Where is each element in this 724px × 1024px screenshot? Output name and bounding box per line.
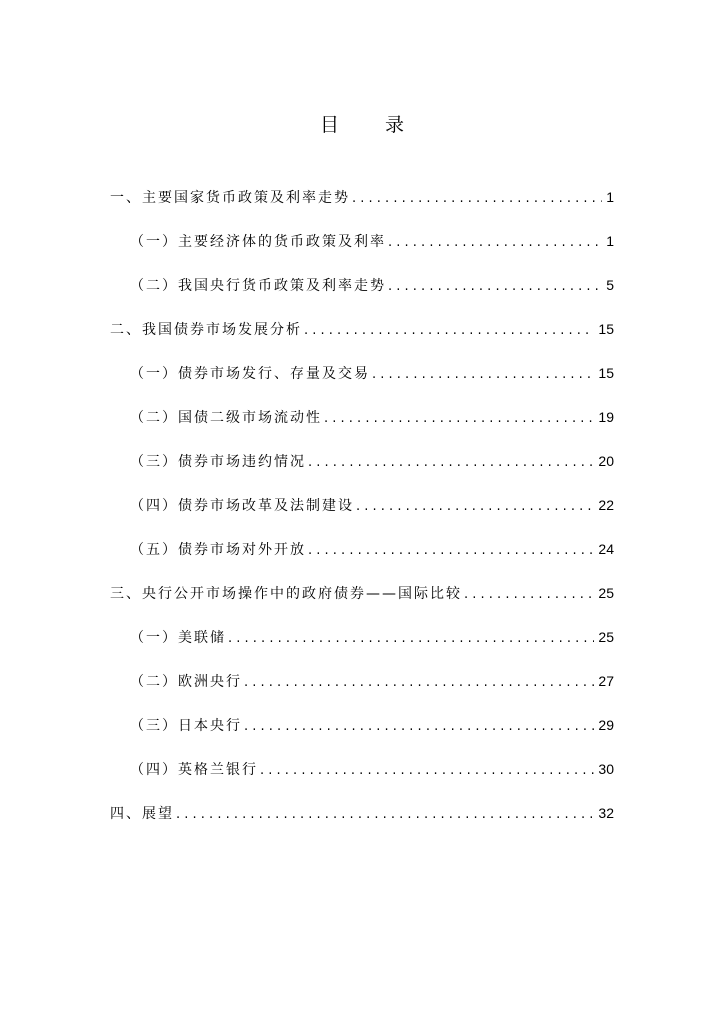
toc-entry-text: （二）欧洲央行 <box>130 674 242 690</box>
toc-dot-leader <box>228 628 594 650</box>
toc-dot-leader <box>352 188 602 210</box>
toc-dot-leader <box>356 496 594 518</box>
toc-entry[interactable] <box>110 362 614 406</box>
toc-entry-text: （一）债券市场发行、存量及交易 <box>130 366 370 382</box>
toc-dot-leader <box>304 320 594 342</box>
toc-dot-leader <box>244 672 594 694</box>
toc-entry[interactable] <box>110 758 614 802</box>
toc-entry-text: （一）主要经济体的货币政策及利率 <box>130 234 386 250</box>
toc-entry[interactable] <box>110 450 614 494</box>
toc-entry-text: 一、主要国家货币政策及利率走势 <box>110 190 350 206</box>
toc-entry[interactable] <box>110 318 614 362</box>
toc-page-number: 24 <box>598 541 614 557</box>
toc-page-number: 5 <box>606 277 614 293</box>
toc-page-number: 15 <box>598 365 614 381</box>
toc-dot-leader <box>388 276 602 298</box>
toc-page-number: 27 <box>598 673 614 689</box>
toc-entry[interactable] <box>110 802 614 846</box>
toc-page-number: 32 <box>598 805 614 821</box>
toc-entry[interactable] <box>110 626 614 670</box>
toc-dot-leader <box>388 232 602 254</box>
toc-page-number: 19 <box>598 409 614 425</box>
toc-entry[interactable] <box>110 274 614 318</box>
toc-entry-text: 三、央行公开市场操作中的政府债券——国际比较 <box>110 586 462 602</box>
toc-dot-leader <box>324 408 594 430</box>
toc-entry[interactable] <box>110 538 614 582</box>
toc-page-number: 29 <box>598 717 614 733</box>
toc-entry[interactable] <box>110 670 614 714</box>
toc-entry[interactable] <box>110 714 614 758</box>
toc-dot-leader <box>464 584 594 606</box>
toc-entry-text: （一）美联储 <box>130 630 226 646</box>
toc-page-number: 25 <box>598 585 614 601</box>
toc-entry[interactable] <box>110 186 614 230</box>
toc-entry-text: （五）债券市场对外开放 <box>130 542 306 558</box>
toc-page-number: 15 <box>598 321 614 337</box>
toc-dot-leader <box>308 452 594 474</box>
toc-entry-text: （三）债券市场违约情况 <box>130 454 306 470</box>
toc-entry-text: 四、展望 <box>110 806 174 822</box>
toc-dot-leader <box>176 804 594 826</box>
toc-entry[interactable] <box>110 494 614 538</box>
toc-entry-text: （四）英格兰银行 <box>130 762 258 778</box>
toc-page-number: 1 <box>606 233 614 249</box>
toc-entry-text: 二、我国债券市场发展分析 <box>110 322 302 338</box>
toc-page-number: 25 <box>598 629 614 645</box>
toc-entry-text: （二）国债二级市场流动性 <box>130 410 322 426</box>
toc-entry-text: （四）债券市场改革及法制建设 <box>130 498 354 514</box>
toc-entry-text: （二）我国央行货币政策及利率走势 <box>130 278 386 294</box>
toc-page-number: 20 <box>598 453 614 469</box>
toc-entry[interactable] <box>110 230 614 274</box>
toc-dot-leader <box>308 540 594 562</box>
toc-entry-text: （三）日本央行 <box>130 718 242 734</box>
toc-dot-leader <box>244 716 594 738</box>
toc-entry[interactable] <box>110 582 614 626</box>
toc-title: 目 录 <box>319 114 425 136</box>
toc-dot-leader <box>372 364 594 386</box>
toc-page-number: 30 <box>598 761 614 777</box>
toc-entry[interactable] <box>110 406 614 450</box>
toc-page-number: 1 <box>606 189 614 205</box>
toc-page-number: 22 <box>598 497 614 513</box>
toc-dot-leader <box>260 760 594 782</box>
toc-list <box>110 186 614 846</box>
